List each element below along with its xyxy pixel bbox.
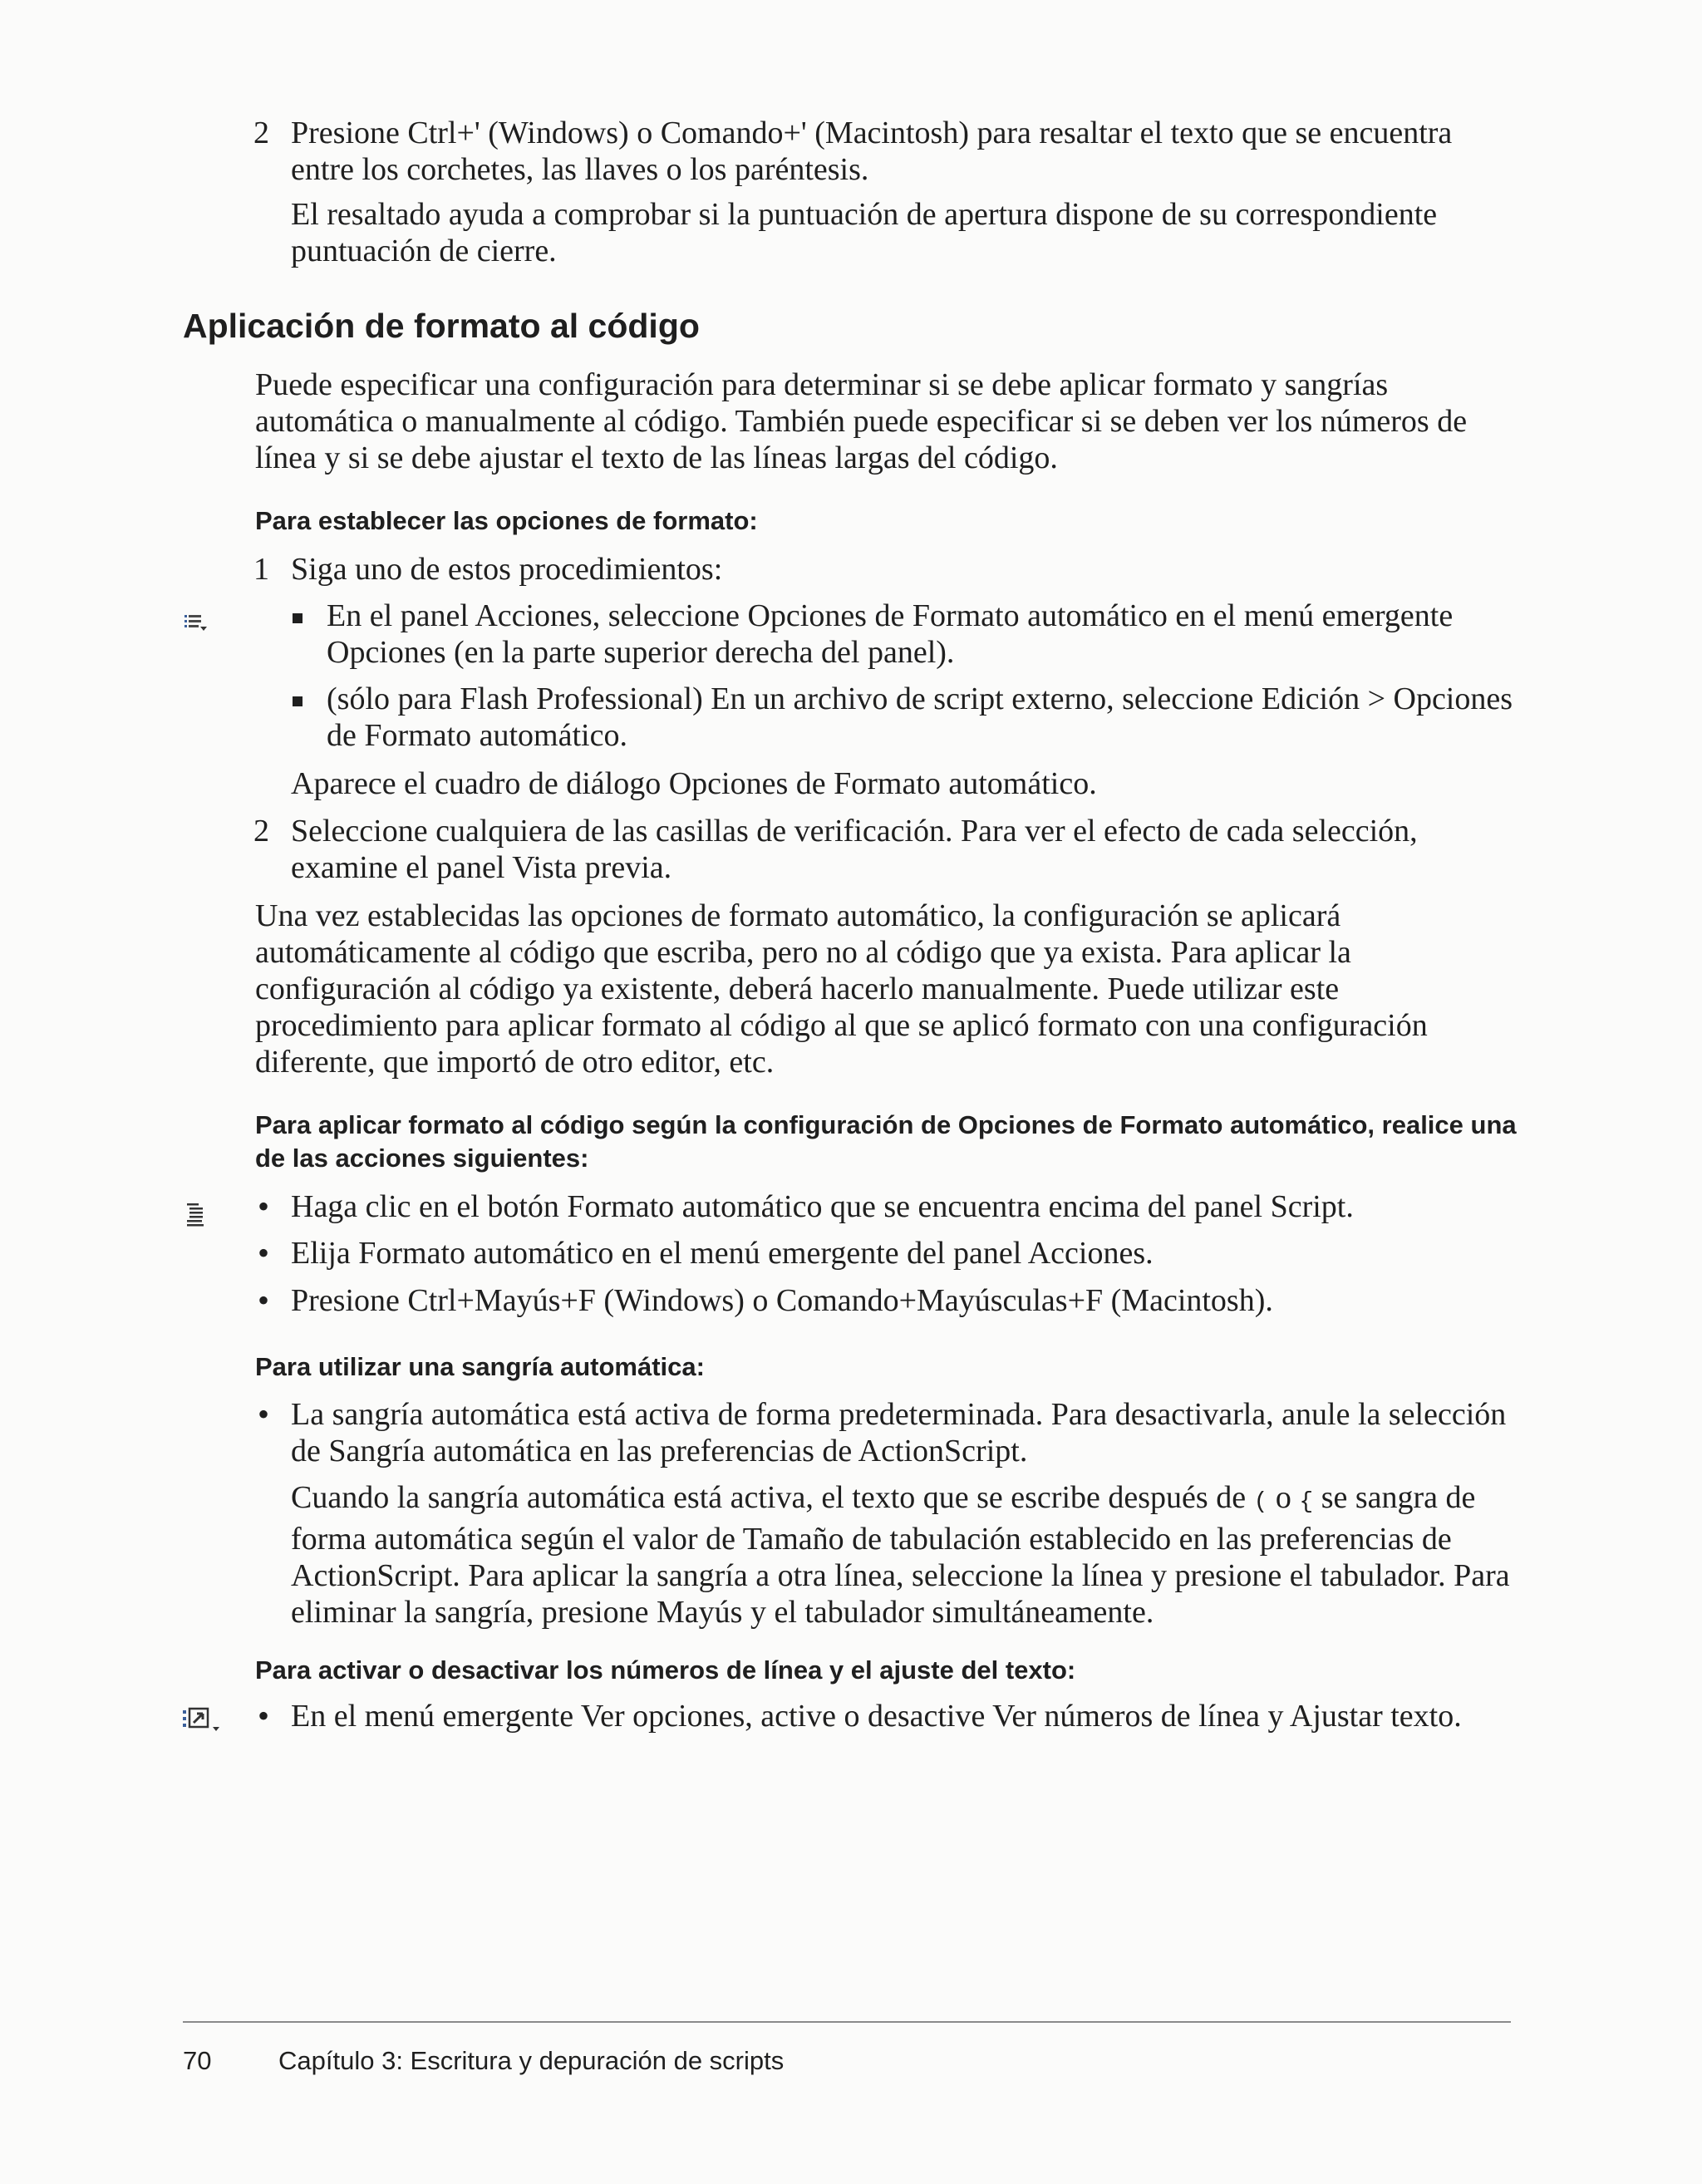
subheading-format-options: Para establecer las opciones de formato: xyxy=(255,506,758,535)
auto-format-icon xyxy=(184,1202,206,1227)
bullet-actions-panel: En el panel Acciones, seleccione Opciones de Formato automático en el menú emergente Opciones (en la parte superior derecha del panel). xyxy=(327,598,1454,670)
step-number: 2 xyxy=(253,814,269,849)
bullet-dot: • xyxy=(258,1281,270,1319)
step-number: 2 xyxy=(253,116,269,150)
options-menu-icon xyxy=(184,613,208,632)
step-text: Siga uno de estos procedimientos: xyxy=(291,552,723,587)
view-options-icon xyxy=(183,1707,223,1734)
auto-indent-note xyxy=(291,1479,1517,1631)
intro-paragraph: Puede especificar una configuración para determinar si se debe aplicar formato y sangrías automática o manualmente al código. También puede especificar si se deben ver los números de línea y si se debe ajustar el texto de las líneas largas del código. xyxy=(255,367,1468,475)
bullet-dot: • xyxy=(258,1188,270,1225)
bullet-shortcut: Presione Ctrl+Mayús+F (Windows) o Comando+Mayúsculas+F (Macintosh). xyxy=(291,1283,1273,1318)
step-number: 1 xyxy=(253,552,269,587)
autoformat-paragraph: Una vez establecidas las opciones de formato automático, la configuración se aplicará automáticamente al código que escriba, pero no al código que ya exista. Para aplicar la configuración al código ya existente, deberá hacerlo manualmente. Puede utilizar este procedimiento para aplicar formato al código al que se aplicó formato con una configuración diferente, que importó de otro editor, etc. xyxy=(255,898,1428,1080)
chapter-title: Capítulo 3: Escritura y depuración de scripts xyxy=(278,2046,785,2075)
subheading-auto-indent: Para utilizar una sangría automática: xyxy=(255,1352,705,1381)
result-text: Aparece el cuadro de diálogo Opciones de Formato automático. xyxy=(291,766,1097,801)
step-1 xyxy=(253,551,1517,588)
page-number: 70 xyxy=(183,2046,212,2075)
subheading-apply-format: Para aplicar formato al código según la configuración de Opciones de Formato automático, realice una de las acciones siguientes: xyxy=(255,1110,1517,1173)
step-text: Seleccione cualquiera de las casillas de verificación. Para ver el efecto de cada selección, examine el panel Vista previa. xyxy=(291,814,1418,885)
note-part: se sangra de forma automática según el valor de Tamaño de tabulación establecido en las preferencias de ActionScript. Para aplicar la sangría a otra línea, seleccione la línea y presione el tabulador. Para eliminar la sangría, presione Mayús y el tabulador simultáneamente. xyxy=(291,1480,1510,1630)
step-2 xyxy=(253,813,1517,886)
step-2-top xyxy=(253,115,1517,269)
step-text: Presione Ctrl+' (Windows) o Comando+' (Macintosh) para resaltar el texto que se encuentra entre los corchetes, las llaves o los paréntesis. xyxy=(291,116,1453,187)
section-title: Aplicación de formato al código xyxy=(183,307,700,345)
subheading-line-numbers: Para activar o desactivar los números de línea y el ajuste del texto: xyxy=(255,1655,1076,1685)
bullet-dot: • xyxy=(258,1234,270,1272)
bullet-auto-indent: La sangría automática está activa de forma predeterminada. Para desactivarla, anule la selección de Sangría automática en las preferencias de ActionScript. xyxy=(291,1397,1507,1468)
bullet-dot: • xyxy=(258,1395,270,1433)
bullet-square xyxy=(293,613,303,623)
note-part: Cuando la sangría automática está activa, el texto que se escribe después de xyxy=(291,1480,1247,1515)
bullet-view-options: En el menú emergente Ver opciones, active o desactive Ver números de línea y Ajustar texto. xyxy=(291,1699,1462,1734)
bullet-dot: • xyxy=(258,1697,270,1734)
note-or: o xyxy=(1275,1480,1291,1515)
bullet-choose-menu: Elija Formato automático en el menú emergente del panel Acciones. xyxy=(291,1236,1154,1271)
code-paren: ( xyxy=(1253,1489,1268,1515)
bullet-click-button: Haga clic en el botón Formato automático que se encuentra encima del panel Script. xyxy=(291,1189,1354,1224)
footer-divider xyxy=(183,2021,1511,2023)
bullet-square xyxy=(293,696,303,706)
code-brace: { xyxy=(1299,1489,1314,1515)
bullet-external-script: (sólo para Flash Professional) En un archivo de script externo, seleccione Edición > Opciones de Formato automático. xyxy=(327,681,1513,753)
step-note: El resaltado ayuda a comprobar si la puntuación de apertura dispone de su correspondiente puntuación de cierre. xyxy=(291,197,1438,268)
